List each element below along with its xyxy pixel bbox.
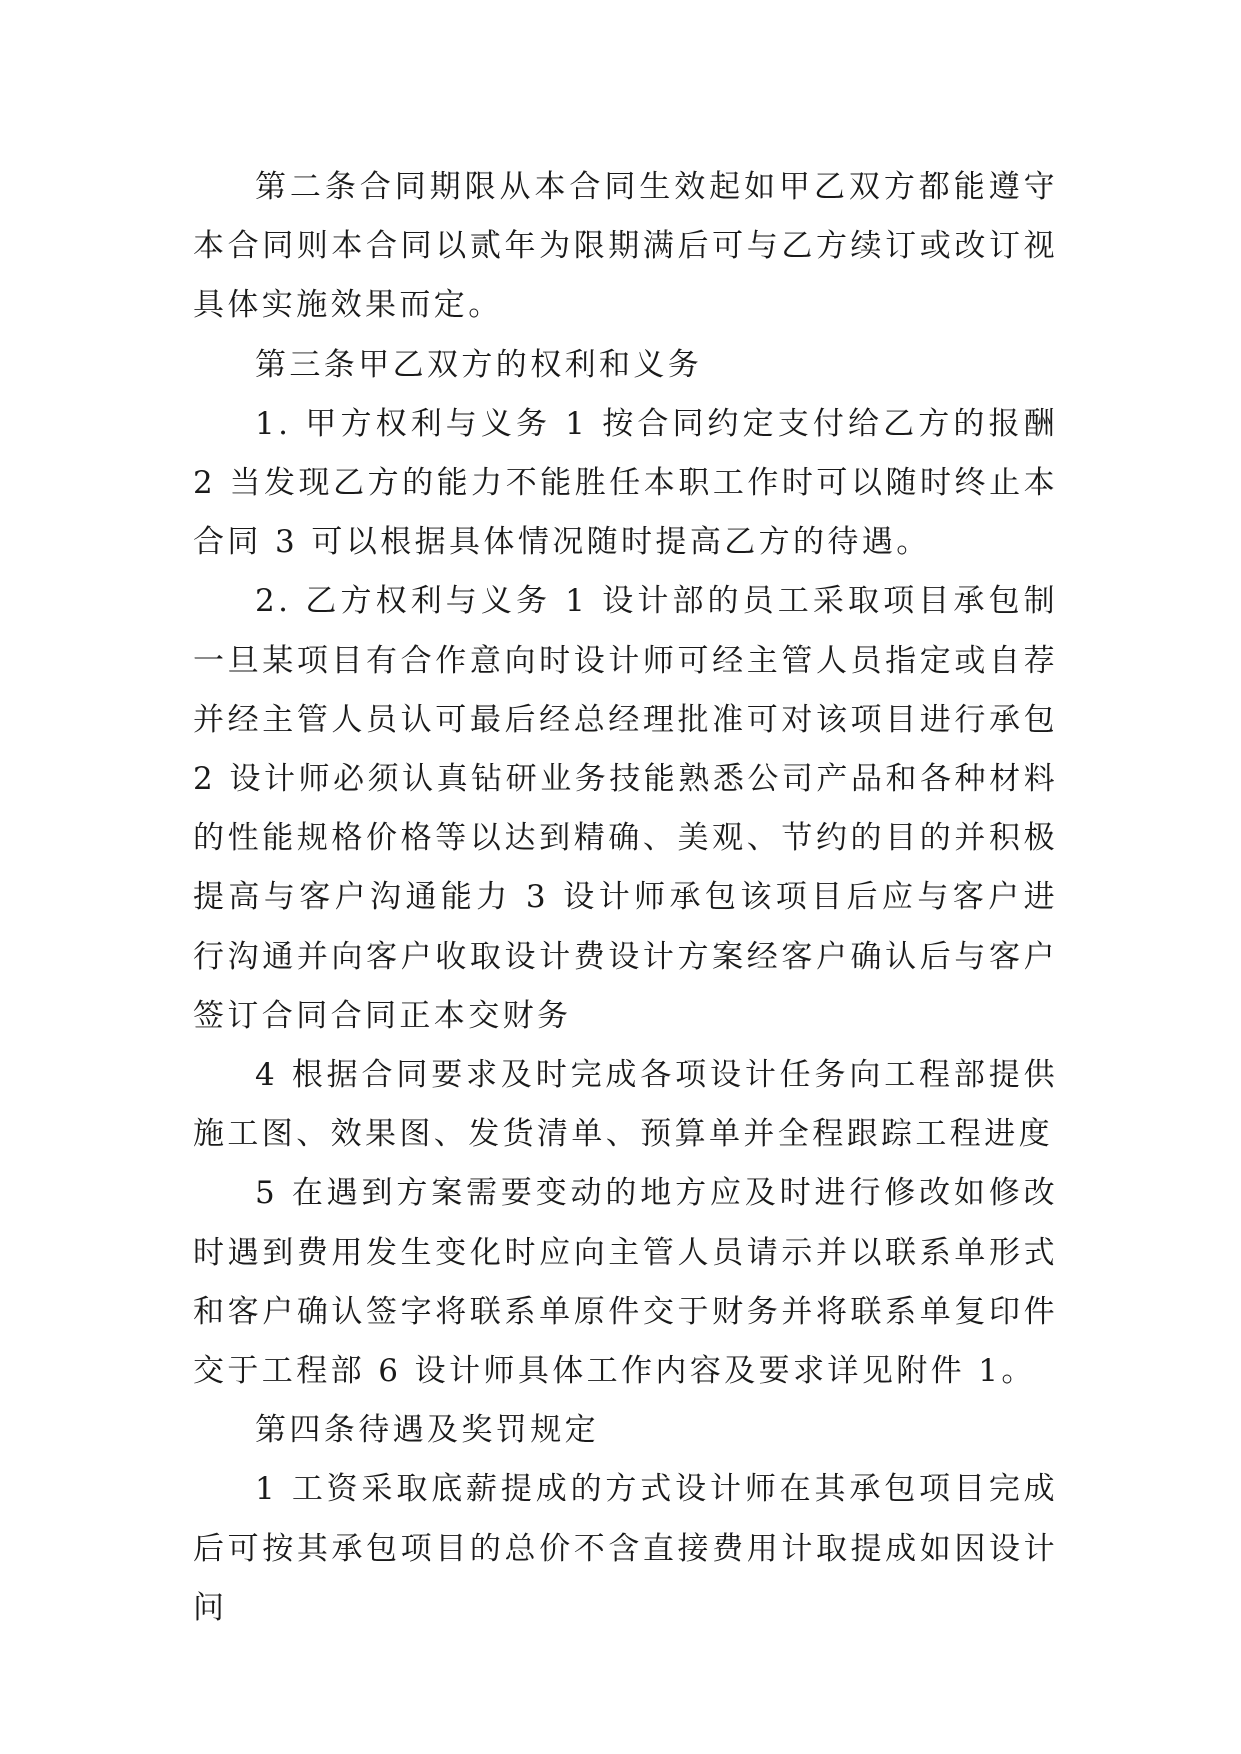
heading-article-four: 第四条待遇及奖罚规定 (255, 1412, 599, 1449)
paragraph-salary: 1 工资采取底薪提成的方式设计师在其承包项目完成后可按其承包项目的总价不含直接费用计取提成如因设计问 (193, 1471, 1058, 1626)
paragraph-party-b-rights: 2. 乙方权利与义务 1 设计部的员工采取项目承包制一旦某项目有合作意向时设计师可经主管人员指定或自荐并经主管人员认可最后经总经理批准可对该项目进行承包 2 设计师必须认真钻研业务技能熟悉公司产品和各种材料的性能规格价格等以达到精确、美观、节约的目的并积极提高与客户沟通能力 3 设计师承包该项目后应与客户进行沟通并向客户收取设计费设计方案经客户确认后与客户签订合同合同正本交财务 (193, 583, 1058, 1034)
heading-article-three: 第三条甲乙双方的权利和义务 (255, 346, 703, 383)
paragraph-party-a-rights: 1. 甲方权利与义务 1 按合同约定支付给乙方的报酬 2 当发现乙方的能力不能胜任本职工作时可以随时终止本合同 3 可以根据具体情况随时提高乙方的待遇。 (193, 405, 1058, 561)
document-body (193, 158, 1058, 1638)
paragraph-item-four: 4 根据合同要求及时完成各项设计任务向工程部提供施工图、效果图、发货清单、预算单并全程跟踪工程进度 (193, 1057, 1058, 1153)
paragraph-contract-term: 第二条合同期限从本合同生效起如甲乙双方都能遵守本合同则本合同以贰年为限期满后可与乙方续订或改订视具体实施效果而定。 (193, 169, 1058, 324)
paragraph-item-five: 5 在遇到方案需要变动的地方应及时进行修改如修改时遇到费用发生变化时应向主管人员请示并以联系单形式和客户确认签字将联系单原件交于财务并将联系单复印件交于工程部 6 设计师具体工作内容及要求详见附件 1。 (193, 1175, 1058, 1390)
